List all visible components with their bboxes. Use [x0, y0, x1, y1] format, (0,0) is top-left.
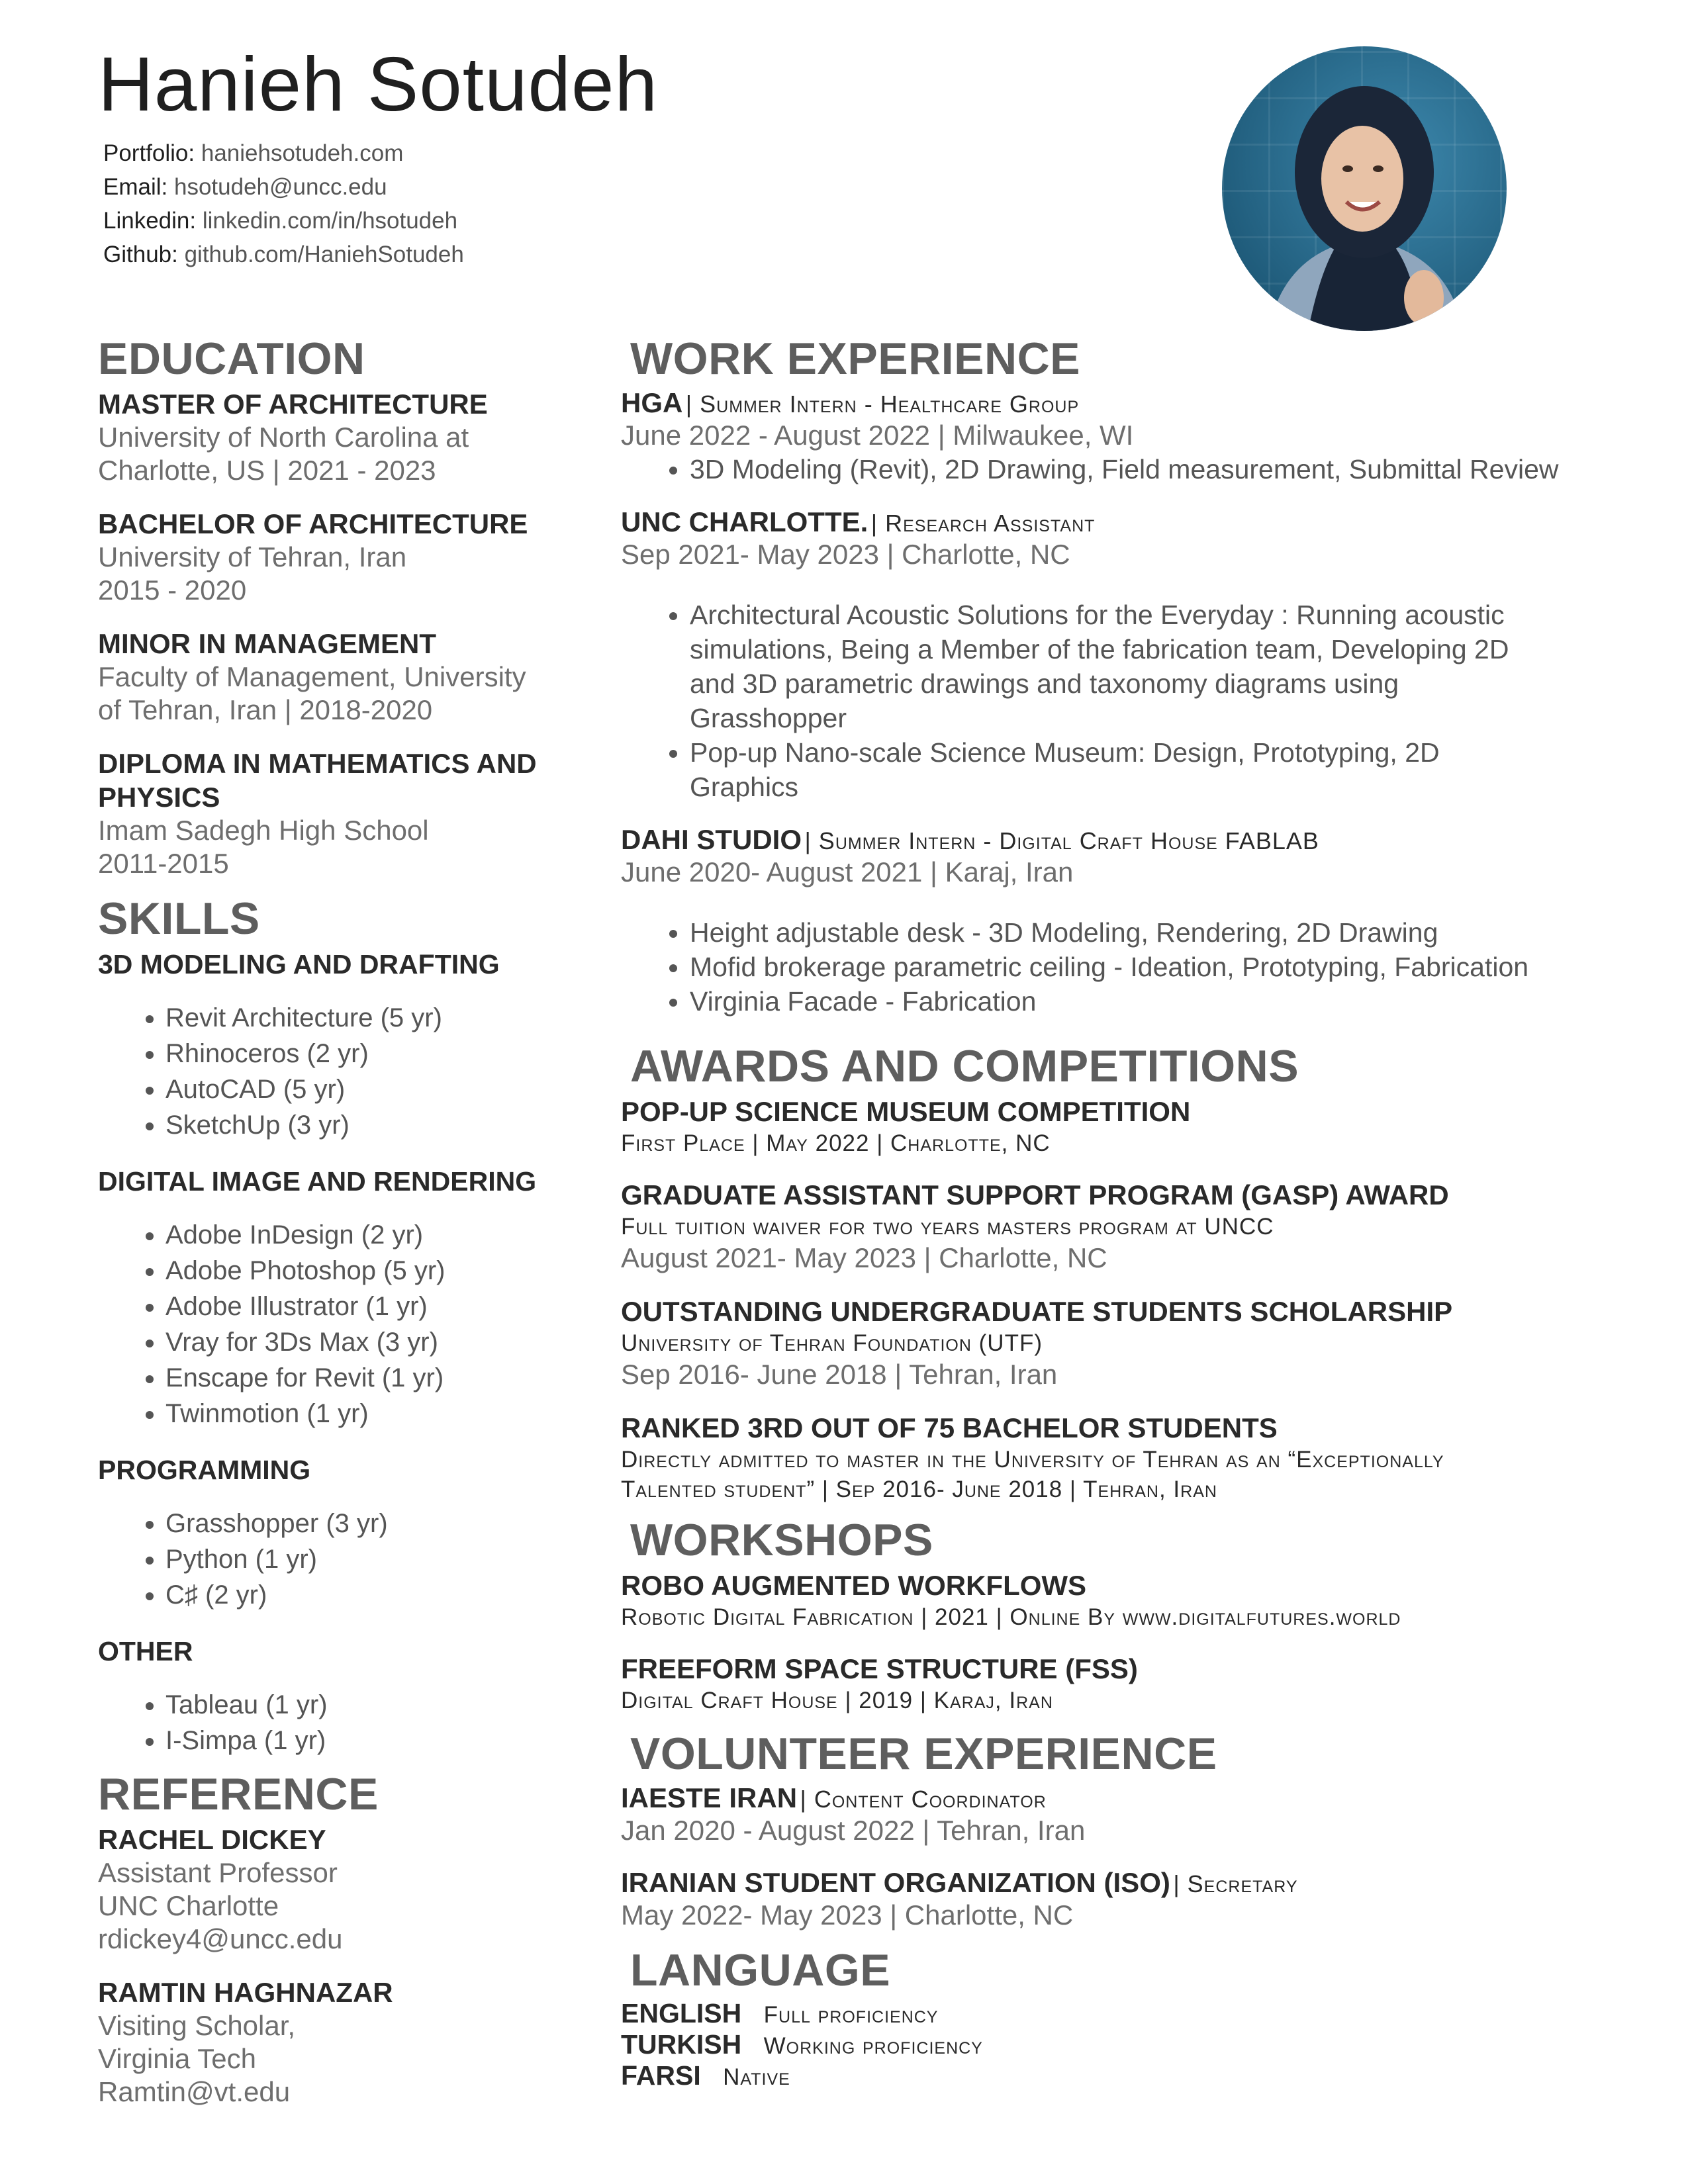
workshops-heading: WORKSHOPS [630, 1515, 933, 1565]
award-detail: First Place | May 2022 | Charlotte, NC [621, 1130, 1051, 1156]
reference-detail: Virginia Tech [98, 2043, 256, 2074]
volunteer-role: | Secretary [1173, 1870, 1298, 1897]
skill-group-title: 3D MODELING AND DRAFTING [98, 949, 500, 979]
contact-github[interactable] [103, 238, 464, 271]
reference-detail: Assistant Professor [98, 1857, 338, 1888]
language-item [621, 2061, 1587, 2092]
degree-title: MASTER OF ARCHITECTURE [98, 388, 488, 420]
reference-detail: Visiting Scholar, [98, 2010, 296, 2041]
work-bullet: • Virginia Facade - Fabrication [690, 984, 1587, 1019]
contact-label: Github: [103, 242, 178, 267]
degree-detail: 2015 - 2020 [98, 574, 247, 606]
contact-label: Email: [103, 174, 168, 200]
work-bullet: • Architectural Acoustic Solutions for the Everyday : Running acoustic simulations, Being a Member of the fabrication team, Developing 2D and 3D parametric drawings and taxonomy diagrams using Grasshopper [690, 598, 1534, 735]
reference-detail: UNC Charlotte [98, 1890, 279, 1921]
education-item [98, 627, 588, 727]
language-heading: LANGUAGE [630, 1945, 891, 1995]
work-item [621, 824, 1587, 1019]
skill-item: • C♯ (2 yr) [165, 1577, 588, 1613]
right-column [621, 331, 1587, 2092]
reference-item [98, 1976, 588, 2109]
degree-detail: University of Tehran, Iran [98, 541, 407, 572]
work-item [621, 387, 1587, 486]
award-item [621, 1411, 1587, 1504]
github-link[interactable]: github.com/HaniehSotudeh [184, 242, 464, 267]
volunteer-role: | Content Coordinator [800, 1786, 1047, 1813]
degree-detail: Faculty of Management, University [98, 661, 526, 692]
skill-item: • Revit Architecture (5 yr) [165, 1000, 588, 1036]
education-item [98, 507, 588, 607]
work-bullets [621, 452, 1587, 486]
language-name: FARSI [621, 2060, 701, 2091]
skill-item: • Vray for 3Ds Max (3 yr) [165, 1324, 588, 1360]
contact-portfolio[interactable] [103, 136, 464, 170]
volunteer-heading: VOLUNTEER EXPERIENCE [630, 1729, 1217, 1779]
workshop-item [621, 1569, 1587, 1632]
award-detail: Directly admitted to master in the University of Tehran as an “Exceptionally Talented student” | Sep 2016- June 2018 | Tehran, Iran [621, 1447, 1444, 1502]
contact-email[interactable] [103, 170, 464, 204]
degree-title: DIPLOMA IN MATHEMATICS AND PHYSICS [98, 748, 537, 813]
linkedin-link[interactable]: linkedin.com/in/hsotudeh [202, 208, 458, 234]
language-level: Working proficiency [763, 2033, 983, 2059]
contact-label: Portfolio: [103, 140, 195, 166]
volunteer-meta: Jan 2020 - August 2022 | Tehran, Iran [621, 1815, 1086, 1846]
skill-item: • Enscape for Revit (1 yr) [165, 1360, 588, 1396]
contact-list [103, 136, 464, 271]
language-name: ENGLISH [621, 1998, 742, 2028]
language-item [621, 1999, 1587, 2030]
skill-item: • Rhinoceros (2 yr) [165, 1036, 588, 1071]
work-meta: June 2020- August 2021 | Karaj, Iran [621, 856, 1074, 887]
skill-group-title: OTHER [98, 1636, 193, 1666]
degree-detail: 2011-2015 [98, 848, 229, 879]
work-title-row [621, 387, 1587, 419]
skill-list [98, 1000, 588, 1143]
award-meta: Sep 2016- June 2018 | Tehran, Iran [621, 1359, 1058, 1390]
reference-email[interactable]: rdickey4@uncc.edu [98, 1923, 343, 1954]
work-org: HGA [621, 387, 683, 418]
skill-item: • Adobe Illustrator (1 yr) [165, 1289, 588, 1324]
volunteer-meta: May 2022- May 2023 | Charlotte, NC [621, 1899, 1074, 1931]
skill-item: • SketchUp (3 yr) [165, 1107, 588, 1143]
workshop-detail: Robotic Digital Fabrication | 2021 | Online By www.digitalfutures.world [621, 1604, 1401, 1630]
skill-item: • AutoCAD (5 yr) [165, 1071, 588, 1107]
volunteer-org: IAESTE IRAN [621, 1782, 798, 1813]
language-level: Native [723, 2064, 790, 2090]
work-org: UNC CHARLOTTE. [621, 506, 868, 537]
education-item [98, 747, 588, 880]
work-heading: WORK EXPERIENCE [630, 334, 1081, 384]
skill-list [98, 1506, 588, 1613]
awards-heading: AWARDS AND COMPETITIONS [630, 1041, 1299, 1091]
language-item [621, 2030, 1587, 2061]
work-bullet: • Pop-up Nano-scale Science Museum: Design, Prototyping, 2D Graphics [690, 735, 1534, 804]
work-title-row [621, 824, 1587, 856]
reference-name: RAMTIN HAGHNAZAR [98, 1977, 393, 2008]
skill-item: • Adobe Photoshop (5 yr) [165, 1253, 588, 1289]
work-bullet: • Mofid brokerage parametric ceiling - Ideation, Prototyping, Fabrication [690, 950, 1587, 984]
award-title: OUTSTANDING UNDERGRADUATE STUDENTS SCHOLARSHIP [621, 1296, 1453, 1327]
award-item [621, 1295, 1587, 1391]
skill-item: • I-Simpa (1 yr) [165, 1723, 588, 1758]
skill-item: • Tableau (1 yr) [165, 1687, 588, 1723]
skills-heading: SKILLS [98, 893, 260, 944]
workshop-title: FREEFORM SPACE STRUCTURE (FSS) [621, 1653, 1138, 1684]
award-meta: August 2021- May 2023 | Charlotte, NC [621, 1242, 1107, 1273]
skill-item: • Adobe InDesign (2 yr) [165, 1217, 588, 1253]
language-level: Full proficiency [763, 2002, 939, 2028]
work-role: | Summer Intern - Healthcare Group [685, 390, 1080, 418]
award-detail: Full tuition waiver for two years masters program at UNCC [621, 1214, 1274, 1240]
contact-label: Linkedin: [103, 208, 197, 234]
award-title: RANKED 3RD OUT OF 75 BACHELOR STUDENTS [621, 1412, 1278, 1443]
degree-detail: Imam Sadegh High School [98, 815, 429, 846]
language-name: TURKISH [621, 2029, 742, 2060]
degree-title: MINOR IN MANAGEMENT [98, 628, 436, 659]
skill-item: • Python (1 yr) [165, 1541, 588, 1577]
skill-item: • Twinmotion (1 yr) [165, 1396, 588, 1432]
portfolio-link[interactable]: haniehsotudeh.com [201, 140, 404, 166]
work-role: | Research Assistant [870, 510, 1096, 537]
left-column [98, 331, 588, 2128]
degree-detail: University of North Carolina at [98, 422, 469, 453]
degree-detail: of Tehran, Iran | 2018-2020 [98, 694, 433, 725]
volunteer-title-row [621, 1867, 1587, 1899]
reference-name: RACHEL DICKEY [98, 1824, 326, 1855]
contact-linkedin[interactable] [103, 204, 464, 238]
resume-name: Hanieh Sotudeh [98, 41, 658, 127]
work-role: | Summer Intern - Digital Craft House FABLAB [804, 827, 1319, 854]
reference-email[interactable]: Ramtin@vt.edu [98, 2076, 291, 2107]
award-detail: University of Tehran Foundation (UTF) [621, 1330, 1043, 1356]
portrait-icon [1222, 46, 1507, 331]
email-link[interactable]: hsotudeh@uncc.edu [173, 174, 387, 200]
skill-group-title: DIGITAL IMAGE AND RENDERING [98, 1166, 537, 1197]
education-heading: EDUCATION [98, 334, 365, 384]
reference-heading: REFERENCE [98, 1769, 379, 1819]
reference-item [98, 1823, 588, 1956]
work-bullets [621, 915, 1587, 1019]
work-bullet: • 3D Modeling (Revit), 2D Drawing, Field measurement, Submittal Review [690, 452, 1587, 486]
workshop-title: ROBO AUGMENTED WORKFLOWS [621, 1570, 1087, 1601]
volunteer-item [621, 1782, 1587, 1847]
award-item [621, 1178, 1587, 1275]
work-title-row [621, 506, 1587, 538]
award-title: POP-UP SCIENCE MUSEUM COMPETITION [621, 1096, 1191, 1127]
volunteer-org: IRANIAN STUDENT ORGANIZATION (ISO) [621, 1867, 1170, 1898]
work-org: DAHI STUDIO [621, 824, 802, 855]
skill-group-title: PROGRAMMING [98, 1455, 311, 1485]
work-bullets [621, 598, 1587, 804]
award-title: GRADUATE ASSISTANT SUPPORT PROGRAM (GASP) AWARD [621, 1179, 1449, 1210]
skill-list [98, 1687, 588, 1758]
work-bullet: • Height adjustable desk - 3D Modeling, Rendering, 2D Drawing [690, 915, 1587, 950]
volunteer-title-row [621, 1782, 1587, 1814]
degree-detail: Charlotte, US | 2021 - 2023 [98, 455, 436, 486]
work-meta: June 2022 - August 2022 | Milwaukee, WI [621, 420, 1134, 451]
work-meta: Sep 2021- May 2023 | Charlotte, NC [621, 539, 1070, 570]
profile-photo [1222, 46, 1507, 331]
volunteer-item [621, 1867, 1587, 1932]
workshop-item [621, 1652, 1587, 1715]
award-item [621, 1095, 1587, 1158]
workshop-detail: Digital Craft House | 2019 | Karaj, Iran [621, 1688, 1053, 1713]
skill-list [98, 1217, 588, 1432]
education-item [98, 387, 588, 487]
work-item [621, 506, 1587, 804]
degree-title: BACHELOR OF ARCHITECTURE [98, 508, 528, 539]
skill-item: • Grasshopper (3 yr) [165, 1506, 588, 1541]
